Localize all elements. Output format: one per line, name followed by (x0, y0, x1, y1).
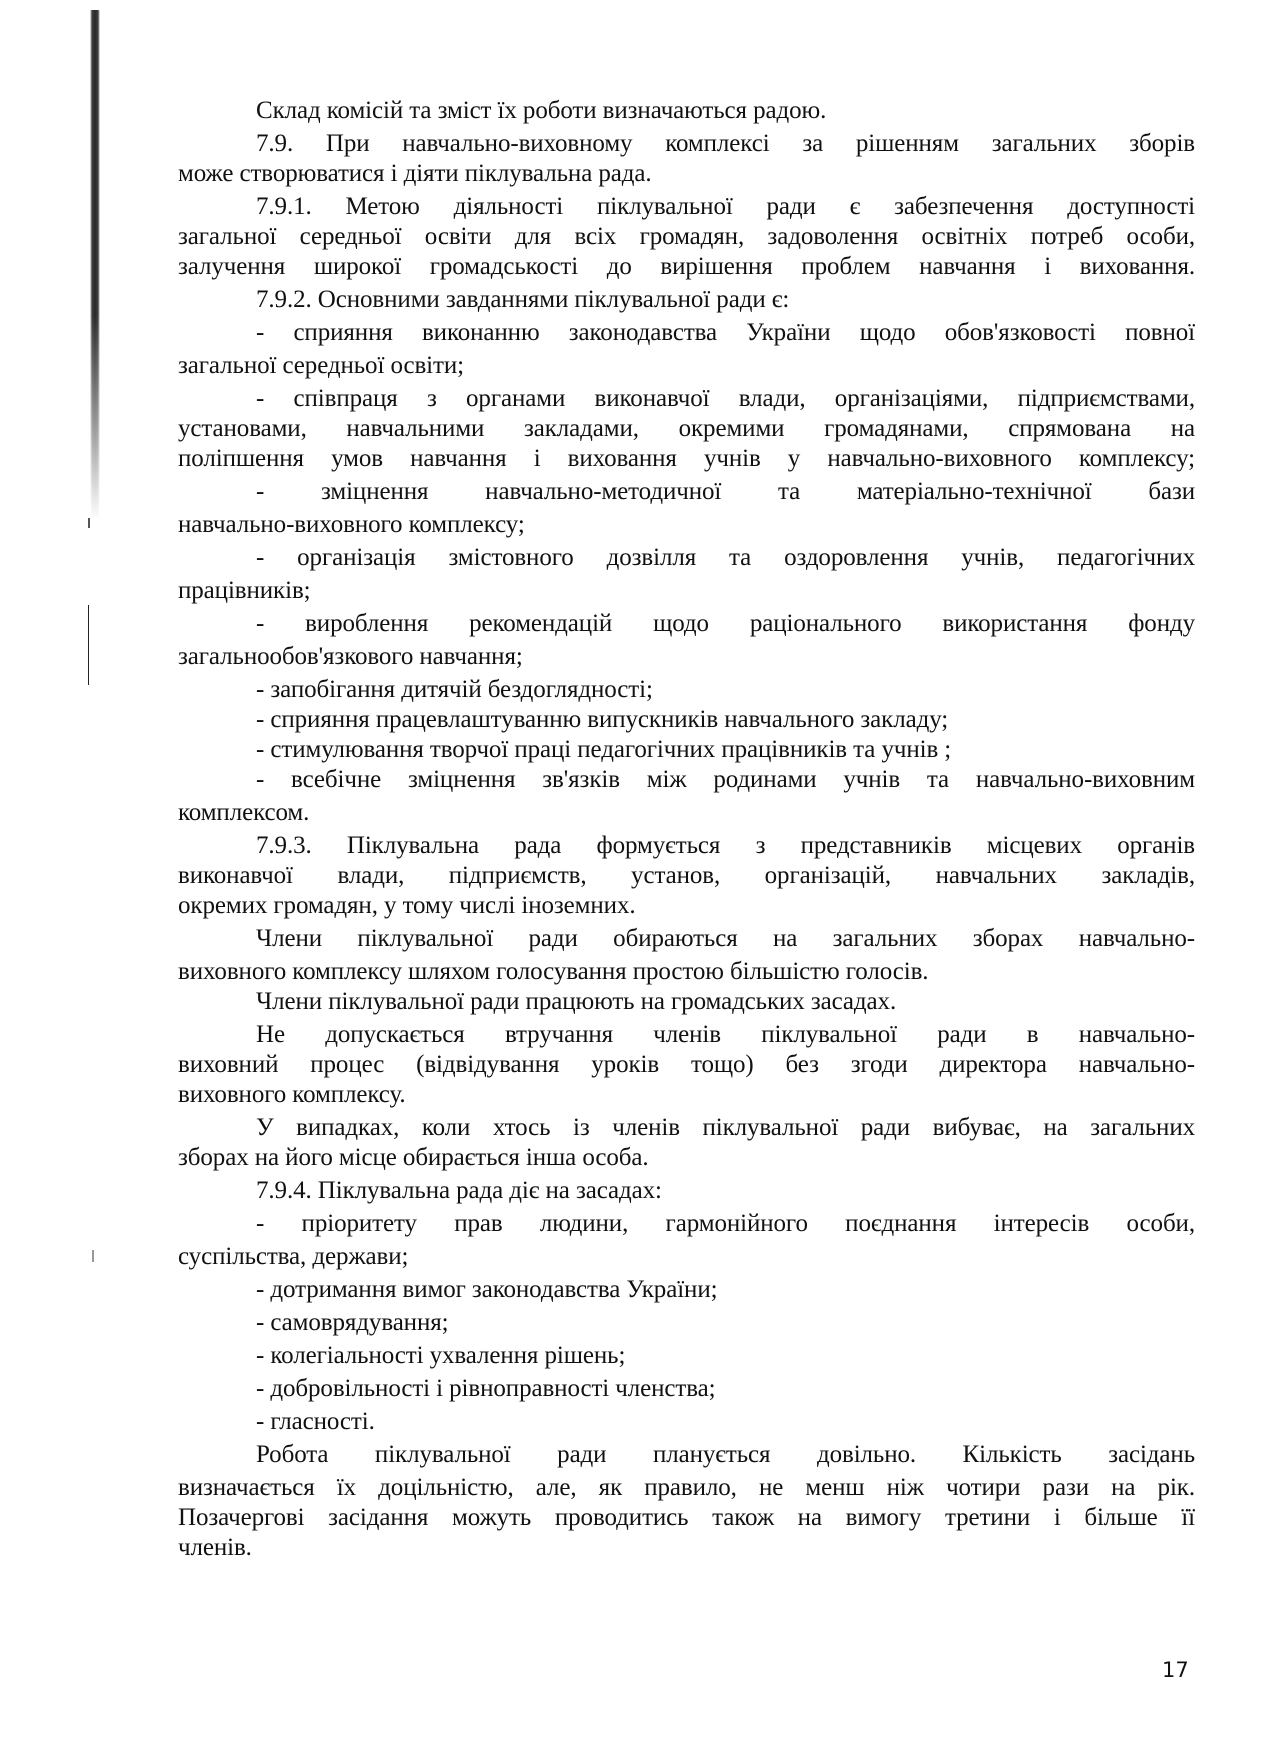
text-line: комплексом. (178, 799, 310, 826)
text-line: 7.9.1. Метою діяльності піклувальної ради є забезпечення доступності (256, 193, 1195, 220)
text-line: - вироблення рекомендацій щодо раціонального використання фонду (256, 610, 1195, 637)
text-line: визначається їх доцільністю, але, як правило, не менш ніж чотири рази на рік. (178, 1474, 1195, 1501)
text-line: - гласності. (256, 1408, 375, 1435)
text-line: - самоврядування; (256, 1309, 449, 1336)
text-line: поліпшення умов навчання і виховання учнів у навчально-виховного комплексу; (178, 445, 1195, 472)
page-number: 17 (1162, 1658, 1189, 1682)
text-line: - запобігання дитячій бездоглядності; (256, 676, 653, 703)
text-line: працівників; (178, 577, 311, 604)
text-line: - пріоритету прав людини, гармонійного поєднання інтересів особи, (256, 1210, 1195, 1237)
text-line: суспільства, держави; (178, 1243, 409, 1270)
text-line: Не допускається втручання членів піклувальної ради в навчально- (256, 1021, 1195, 1048)
text-line: Робота піклувальної ради планується довільно. Кількість засідань (256, 1441, 1195, 1468)
text-line: У випадках, коли хтось із членів піклувальної ради вибуває, на загальних (256, 1114, 1195, 1141)
text-line: залучення широкої громадськості до вирішення проблем навчання і виховання. (178, 253, 1195, 280)
text-line: виховного комплексу шляхом голосування простою більшістю голосів. (178, 958, 929, 985)
text-line: - зміцнення навчально-методичної та матеріально-технічної бази (256, 478, 1195, 505)
scan-speck (92, 1250, 94, 1262)
text-line: зборах на його місце обирається інша особа. (178, 1144, 649, 1171)
text-line: Члени піклувальної ради працюють на громадських засадах. (256, 988, 897, 1015)
text-line: загальної середньої освіти; (178, 352, 464, 379)
text-line: виконавчої влади, підприємств, установ, організацій, навчальних закладів, (178, 862, 1195, 889)
text-line: Члени піклувальної ради обираються на загальних зборах навчально- (256, 925, 1195, 952)
text-line: навчально-виховного комплексу; (178, 511, 525, 538)
text-line: 7.9.4. Піклувальна рада діє на засадах: (256, 1177, 662, 1204)
text-line: - організація змістовного дозвілля та оздоровлення учнів, педагогічних (256, 544, 1195, 571)
text-line: установами, навчальними закладами, окремими громадянами, спрямована на (178, 415, 1195, 442)
text-line: окремих громадян, у тому числі іноземних. (178, 892, 636, 919)
text-line: загальнообов'язкового навчання; (178, 643, 523, 670)
binding-edge-line (88, 605, 89, 685)
text-line: загальної середньої освіти для всіх громадян, задоволення освітніх потреб особи, (178, 223, 1195, 250)
text-line: - всебічне зміцнення зв'язків між родинами учнів та навчально-виховним (256, 766, 1195, 793)
text-line: Склад комісій та зміст їх роботи визначаються радою. (256, 97, 827, 124)
text-line: - колегіальності ухвалення рішень; (256, 1342, 626, 1369)
text-line: членів. (178, 1534, 252, 1561)
text-line: Позачергові засідання можуть проводитись також на вимогу третини і більше її (178, 1504, 1195, 1531)
text-line: може створюватися і діяти піклувальна рада. (178, 160, 652, 187)
text-line: - сприяння працевлаштуванню випускників навчального закладу; (256, 706, 949, 733)
text-line: 7.9.3. Піклувальна рада формується з представників місцевих органів (256, 832, 1195, 859)
text-line: - сприяння виконанню законодавства України щодо обов'язковості повної (256, 319, 1195, 346)
text-line: 7.9.2. Основними завданнями піклувальної ради є: (256, 286, 790, 313)
text-line: виховний процес (відвідування уроків тощо) без згоди директора навчально- (178, 1051, 1195, 1078)
text-line: - добровільності і рівноправності членства; (256, 1375, 716, 1402)
text-line: 7.9. При навчально-виховному комплексі за рішенням загальних зборів (256, 130, 1195, 157)
text-line: - співпраця з органами виконавчої влади, організаціями, підприємствами, (256, 385, 1195, 412)
scan-speck (88, 518, 90, 528)
text-line: - дотримання вимог законодавства України; (256, 1276, 718, 1303)
binding-edge-shadow (90, 10, 100, 520)
text-line: - стимулювання творчої праці педагогічних працівників та учнів ; (256, 736, 952, 763)
text-line: виховного комплексу. (178, 1081, 406, 1108)
